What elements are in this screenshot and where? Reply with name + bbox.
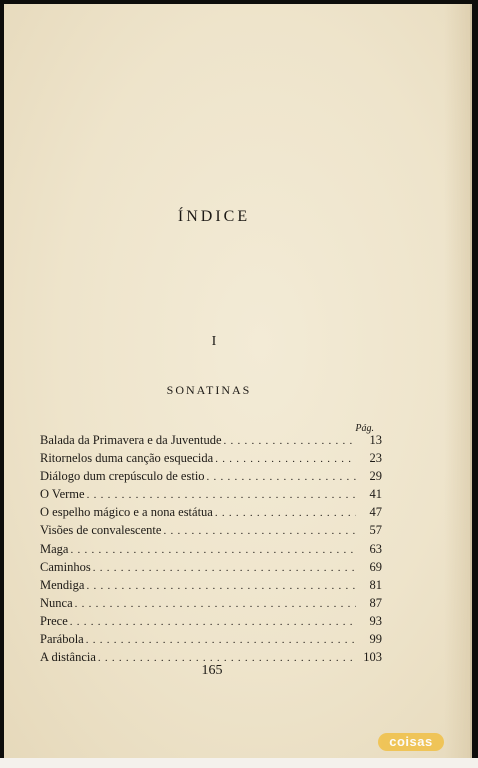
scan-bottom-margin [0,758,478,768]
dot-leader [207,471,356,483]
toc-entry-title: A distância [40,650,96,665]
toc-entry-title: Parábola [40,632,84,647]
page-number: 165 [201,663,223,678]
toc-entry-page: 99 [369,632,382,647]
toc-entry [40,596,382,614]
toc-entry [40,523,382,541]
toc-entry-title: Visões de convalescente [40,523,162,538]
toc-entry [40,433,382,451]
toc-entry-title: Mendiga [40,577,85,592]
dot-leader [215,507,356,519]
section-title: SONATINAS [166,383,252,397]
toc-entry-page: 87 [369,595,382,610]
toc-entry-title: Prece [40,613,68,628]
dot-leader [70,544,356,556]
watermark-logo: coisas [378,733,444,751]
toc-entry [40,632,382,650]
dot-leader [86,634,356,646]
toc-entry-page: 23 [369,451,382,466]
toc-entry-page: 41 [369,487,382,502]
toc-entry-page: 29 [369,469,382,484]
toc-entry-page: 81 [369,577,382,592]
toc-entry-title: Ritornelos duma canção esquecida [40,451,214,466]
toc-entry-title: Nunca [40,595,73,610]
toc-entry-page: 103 [363,650,382,665]
toc-entry-title: Maga [40,541,69,556]
toc-entry [40,487,382,505]
dot-leader [70,616,356,628]
toc-entry-page: 47 [369,505,382,520]
toc-entry [40,542,382,560]
dot-leader [86,580,356,592]
section-number: I [211,334,217,349]
toc-entry-title: Diálogo dum crepúsculo de estio [40,469,205,484]
book-page [4,4,472,758]
toc-entry-title: Caminhos [40,559,91,574]
toc-entry-page: 93 [369,613,382,628]
dot-leader [215,453,356,465]
dot-leader [224,435,356,447]
toc-entry-page: 57 [369,523,382,538]
toc-entry [40,578,382,596]
dot-leader [87,489,356,501]
toc-entry-page: 13 [369,433,382,447]
toc-entry-title: O espelho mágico e a nona estátua [40,505,213,520]
toc-entry [40,560,382,578]
dot-leader [163,525,356,537]
toc-entry [40,451,382,469]
table-of-contents [40,433,382,668]
toc-entry-page: 69 [369,559,382,574]
toc-entry [40,469,382,487]
toc-entry [40,614,382,632]
toc-entry-title: O Verme [40,487,85,502]
index-heading: ÍNDICE [177,208,251,225]
dot-leader [75,598,356,610]
dot-leader [93,562,356,574]
toc-entry-title: Balada da Primavera e da Juventude [40,433,222,447]
page-column-header: Pág. [355,423,374,434]
toc-entry [40,505,382,523]
toc-entry-page: 63 [369,541,382,556]
